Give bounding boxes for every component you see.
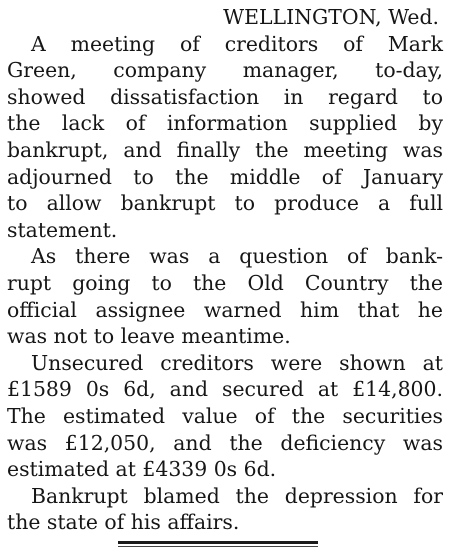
- text-line: adjourned to the middle of January: [7, 164, 443, 189]
- paragraph-creditors-meeting: [7, 31, 443, 244]
- text-line: statement.: [7, 217, 118, 242]
- news-article: [7, 4, 443, 536]
- text-line: bankrupt, and finally the meeting was: [7, 137, 443, 162]
- text-line: estimated at £4339 0s 6d.: [7, 457, 277, 482]
- column-divider-rule: [118, 541, 318, 544]
- paragraph-depression: [7, 483, 443, 536]
- column-divider-rule-thin: [118, 546, 318, 547]
- text-line: the state of his affairs.: [7, 510, 240, 535]
- text-line: The estimated value of the securities: [7, 403, 443, 428]
- paragraph-creditors-figures: [7, 350, 443, 483]
- text-line: showed dissatisfaction in regard to: [7, 84, 443, 109]
- text-line: £1589 0s 6d, and secured at £14,800.: [7, 377, 443, 402]
- text-line: was not to leave meantime.: [7, 324, 291, 349]
- paragraph-old-country: [7, 243, 443, 349]
- text-line: As there was a question of bank-: [31, 244, 443, 269]
- dateline: WELLINGTON, Wed.: [223, 5, 439, 29]
- text-line: official assignee warned him that he: [7, 297, 443, 322]
- text-line: A meeting of creditors of Mark: [31, 31, 443, 56]
- text-line: was £12,050, and the deficiency was: [7, 430, 443, 455]
- text-line: the lack of information supplied by: [7, 111, 443, 136]
- text-line: Green, company manager, to-day,: [7, 58, 443, 83]
- text-line: Unsecured creditors were shown at: [31, 350, 443, 375]
- text-line: Bankrupt blamed the depression for: [31, 483, 443, 508]
- text-line: to allow bankrupt to produce a full: [7, 191, 443, 216]
- text-line: rupt going to the Old Country the: [7, 270, 443, 295]
